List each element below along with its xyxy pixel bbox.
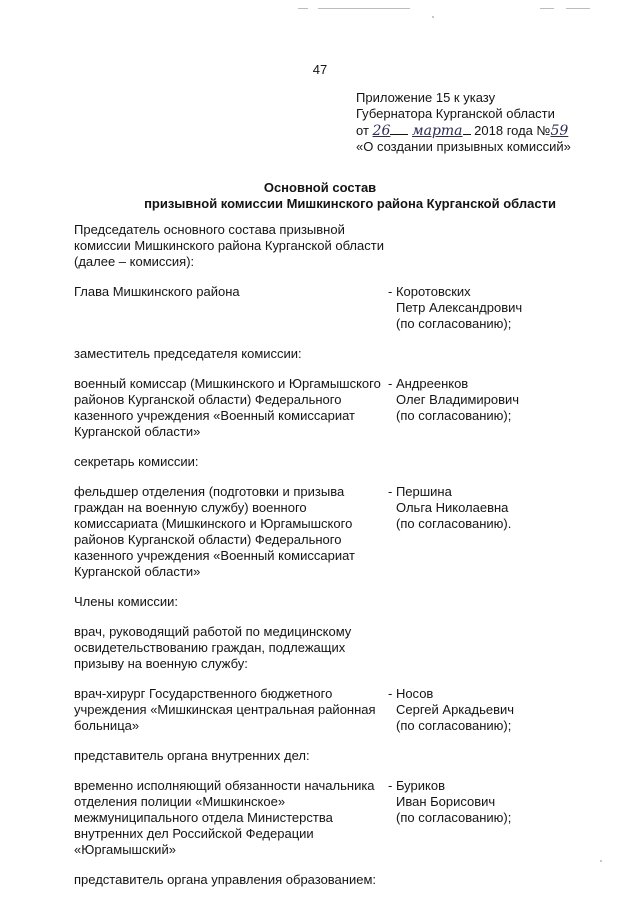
chair-intro-line: (далее – комиссия): — [74, 254, 195, 269]
doctor-intro-line: освидетельствованию граждан, подлежащих — [74, 640, 346, 655]
role-line: врач-хирург Государственного бюджетного — [74, 686, 333, 701]
role-line: Глава Мишкинского района — [74, 284, 240, 299]
doctor-intro — [74, 624, 614, 672]
name-line: - Андреенков — [388, 376, 469, 391]
role-line: комиссариата (Мишкинского и Юргамышского — [74, 516, 353, 531]
role-line: межмуниципального отдела Министерства — [74, 810, 333, 825]
members-label: Члены комиссии: — [74, 594, 179, 609]
date-month-handwritten: марта — [411, 123, 463, 139]
role-line: Курганской области» — [74, 424, 201, 439]
title-line2: призывной комиссии Мишкинского района Курганской области — [144, 196, 556, 211]
member-role — [74, 484, 388, 580]
appendix-header — [356, 90, 626, 155]
name-line: Ольга Николаевна — [396, 500, 509, 515]
appendix-line2: Губернатора Курганской области — [356, 106, 555, 121]
role-line: «Юргамышский» — [74, 842, 176, 857]
police-label: представитель органа внутренних дел: — [74, 748, 310, 763]
member-role — [74, 284, 388, 332]
name-line: Иван Борисович — [396, 794, 496, 809]
scan-artifact-line — [298, 8, 308, 9]
name-line: (по согласованию); — [396, 718, 512, 733]
role-line: граждан на военную службу) военного — [74, 500, 307, 515]
role-line: отделения полиции «Мишкинское» — [74, 794, 286, 809]
name-line: - Коротовских — [388, 284, 471, 299]
role-line: внутренних дел Российской Федерации — [74, 826, 314, 841]
member-name — [388, 778, 614, 858]
member-row-police — [74, 778, 614, 858]
role-line: Курганской области» — [74, 564, 201, 579]
role-line: районов Курганской области) Федерального — [74, 392, 342, 407]
appendix-line4: «О создании призывных комиссий» — [356, 139, 571, 154]
title-line1: Основной состав — [263, 180, 377, 195]
member-name — [388, 686, 614, 734]
doc-number-handwritten: 59 — [550, 123, 569, 139]
member-row-doctor — [74, 686, 614, 734]
date-blank — [390, 122, 408, 135]
date-prefix: от — [356, 123, 369, 138]
secretary-label: секретарь комиссии: — [74, 454, 199, 469]
role-line: учреждения «Мишкинская центральная районная — [74, 702, 376, 717]
role-line: военный комиссар (Мишкинского и Юргамышского — [74, 376, 381, 391]
role-line: районов Курганской области) Федерального — [74, 532, 342, 547]
appendix-date-line — [356, 122, 626, 139]
chair-intro-line: Председатель основного состава призывной — [74, 222, 345, 237]
name-line: - Першина — [388, 484, 452, 499]
name-line: (по согласованию); — [396, 316, 512, 331]
name-line: - Носов — [388, 686, 434, 701]
role-line: временно исполняющий обязанности начальника — [74, 778, 375, 793]
name-line: - Буриков — [388, 778, 446, 793]
doctor-intro-line: врач, руководящий работой по медицинскому — [74, 624, 352, 639]
name-line: (по согласованию); — [396, 408, 512, 423]
scan-artifact-dot — [432, 16, 434, 18]
education-label: представитель органа управления образованием: — [74, 872, 377, 887]
deputy-label: заместитель председателя комиссии: — [74, 346, 302, 361]
chair-intro — [74, 222, 614, 270]
name-line: (по согласованию); — [396, 810, 512, 825]
member-role — [74, 686, 388, 734]
role-line: казенного учреждения «Военный комиссариат — [74, 548, 355, 563]
scan-artifact-line — [566, 8, 590, 9]
commission-composition — [74, 222, 614, 888]
date-day-handwritten: 26 — [372, 123, 391, 139]
scan-artifact-line — [540, 8, 554, 9]
name-line: Сергей Аркадьевич — [396, 702, 515, 717]
member-role — [74, 376, 388, 440]
date-year-text: 2018 года № — [474, 123, 551, 138]
role-line: больница» — [74, 718, 140, 733]
member-name — [388, 284, 614, 332]
member-row-secretary — [74, 484, 614, 580]
doctor-intro-line: призыву на военную службу: — [74, 656, 248, 671]
scan-artifact-line — [318, 8, 410, 9]
role-line: казенного учреждения «Военный комиссариат — [74, 408, 355, 423]
name-line: (по согласованию). — [396, 516, 512, 531]
role-line: фельдшер отделения (подготовки и призыва — [74, 484, 345, 499]
member-name — [388, 484, 614, 580]
document-title — [0, 180, 640, 212]
member-row-deputy — [74, 376, 614, 440]
page-number: 47 — [312, 62, 328, 77]
appendix-line1: Приложение 15 к указу — [356, 90, 496, 105]
member-role — [74, 778, 388, 858]
chair-intro-line: комиссии Мишкинского района Курганской области — [74, 238, 384, 253]
name-line: Петр Александрович — [396, 300, 523, 315]
member-row-chair — [74, 284, 614, 332]
member-name — [388, 376, 614, 440]
name-line: Олег Владимирович — [396, 392, 520, 407]
date-blank — [463, 122, 471, 135]
